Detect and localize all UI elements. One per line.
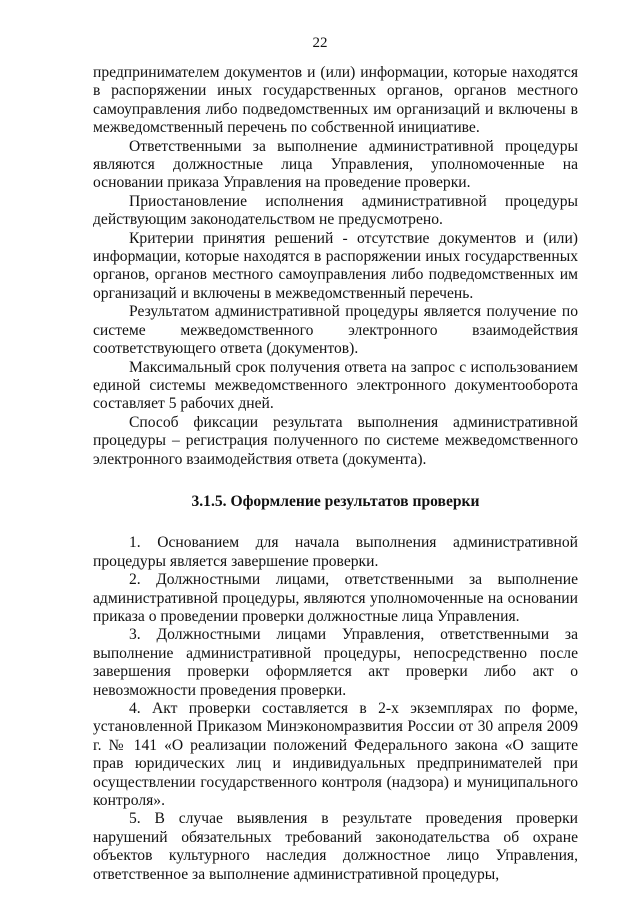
page-number: 22 — [312, 35, 328, 51]
paragraph-item-1: 1. Основанием для начала выполнения административной процедуры является завершение проверки. — [93, 534, 578, 570]
paragraph-result: Результатом административной процедуры является получение по системе межведомственного электронного взаимодействия соответствующего ответа (документов). — [93, 303, 578, 358]
paragraph-responsible: Ответственными за выполнение административной процедуры являются должностные лица Управления, уполномоченные на основании приказа Управления на проведение проверки. — [93, 137, 578, 192]
paragraph-max-term: Максимальный срок получения ответа на запрос с использованием единой системы межведомственного электронного документооборота составляет 5 рабочих дней. — [93, 358, 578, 413]
paragraph-item-4: 4. Акт проверки составляется в 2-х экземплярах по форме, установленной Приказом Минэкономразвития России от 30 апреля 2009 г. № 141 «О реализации положений Федерального закона «О защите прав юридических лиц и индивидуальных предпринимателей при осуществлении государственного контроля (надзора) и муниципального контроля». — [93, 700, 578, 810]
section-heading: 3.1.5. Оформление результатов проверки — [191, 492, 480, 510]
document-body — [93, 64, 578, 884]
paragraph-fixation: Способ фиксации результата выполнения административной процедуры – регистрация полученного по системе межведомственного электронного взаимодействия ответа (документа). — [93, 413, 578, 468]
paragraph-item-2: 2. Должностными лицами, ответственными за выполнение административной процедуры, являются уполномоченные на основании приказа о проведении проверки должностные лица Управления. — [93, 571, 578, 625]
paragraph-item-5: 5. В случае выявления в результате проведения проверки нарушений обязательных требований законодательства об охране объектов культурного наследия должностное лицо Управления, ответственное за выполнение административной процедуры, — [93, 810, 578, 883]
paragraph-suspension: Приостановление исполнения административной процедуры действующим законодательством не предусмотрено. — [93, 192, 578, 229]
paragraph-criteria: Критерии принятия решений - отсутствие документов и (или) информации, которые находятся в распоряжении иных государственных органов, органов местного самоуправления либо подведомственных им организаций и включены в межведомственный перечень. — [93, 229, 578, 302]
paragraph-continuation: предпринимателем документов и (или) информации, которые находятся в распоряжении иных государственных органов, органов местного самоуправления либо подведомственных им организаций и включены в межведомственный перечень по собственной инициативе. — [93, 64, 578, 137]
paragraph-item-3: 3. Должностными лицами Управления, ответственными за выполнение административной процедуры, непосредственно после завершения проверки оформляется акт проверки либо акт о невозможности проведения проверки. — [93, 626, 578, 699]
